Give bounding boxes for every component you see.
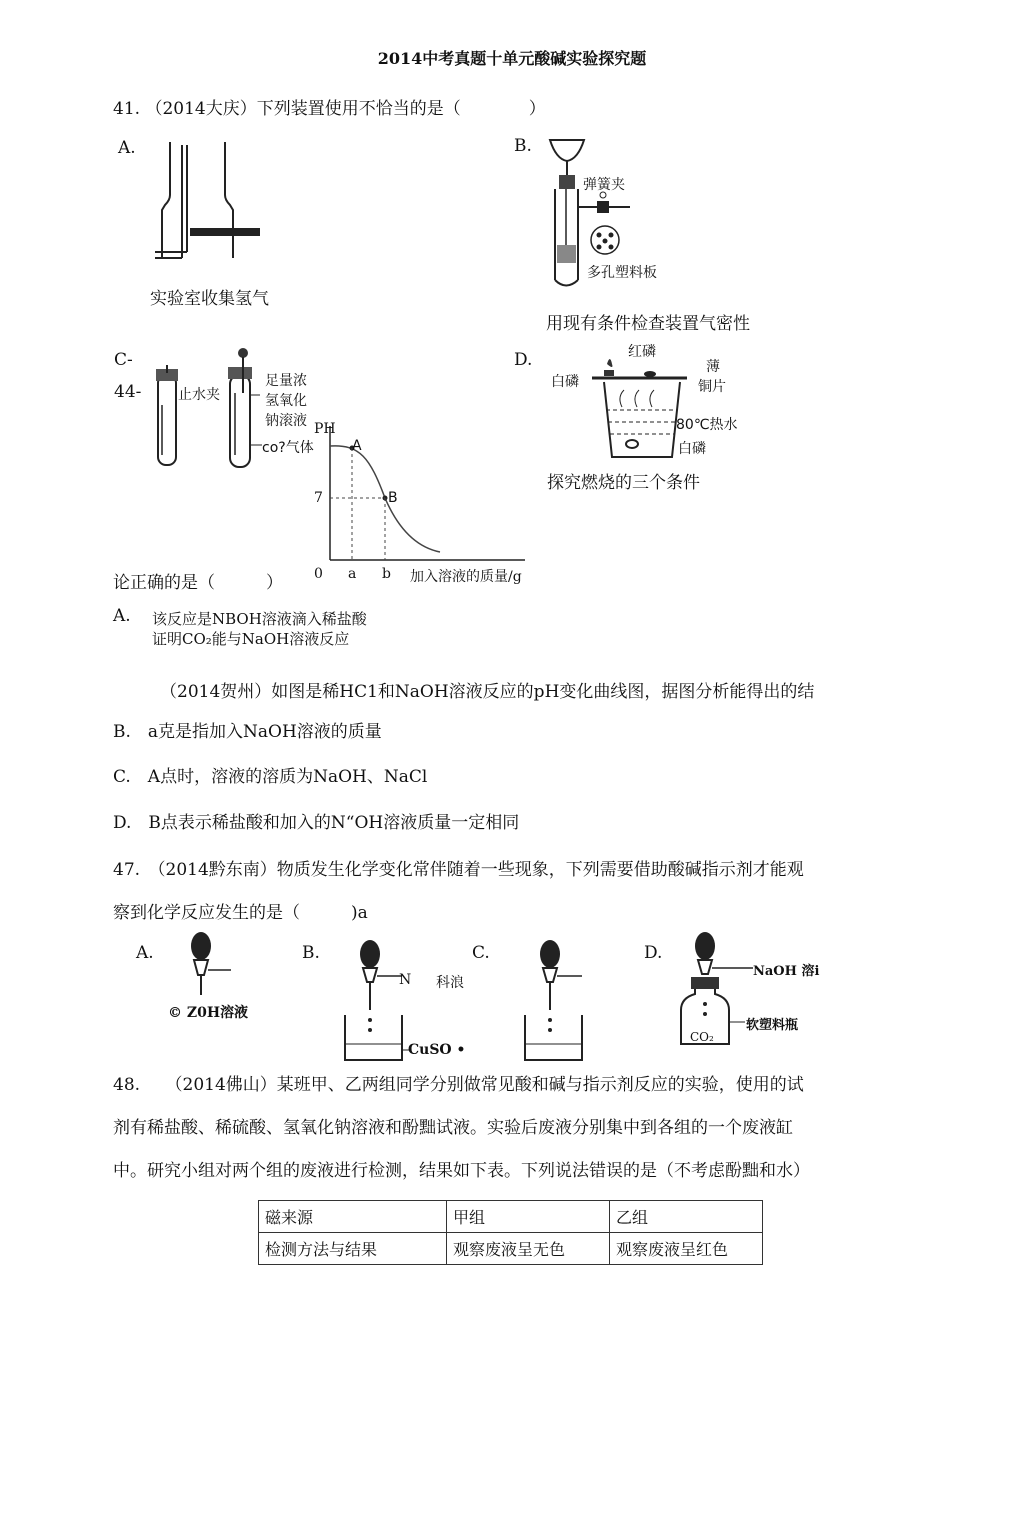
q44-stem-tail: 论正确的是（ ） [113,573,283,593]
document-title: 2014中考真题十单元酸碱实验探究题 [377,49,647,68]
table-cell: 甲组 [447,1201,610,1233]
white-phosphorus-label-bottom: 白磷 [678,441,706,457]
table-cell: 观察废液呈无色 [447,1233,610,1265]
graph-x-tick-b: b [382,566,391,582]
table-row [259,1233,763,1265]
q41-option-a-caption: 实验室收集氢气 [150,289,269,309]
q44-stem: （2014贺州）如图是稀HC1和NaOH溶液反应的pH变化曲线图，据图分析能得出的结 [160,682,815,702]
q44-option-a-text-2: 证明CO₂能与NaOH溶液反应 [152,630,350,648]
q41-option-b-letter: B. [514,136,532,156]
table-cell: 磁来源 [259,1201,447,1233]
naoh-label-line1: 足量浓 [265,373,307,389]
dropper-a-diagram [186,930,236,1000]
q41-option-c-letter: C- [114,350,133,370]
q41-option-a-letter: A. [118,138,136,158]
q47-option-a-label: © Z0H溶液 [168,1005,249,1021]
q47-option-a-letter: A. [136,943,154,963]
cuso4-label: CuSO • [408,1042,466,1058]
table-cell: 乙组 [610,1201,763,1233]
graph-y-tick-7: 7 [314,490,323,506]
q47-option-b-label: N [399,972,412,988]
naoh-label-line3: 钠滚液 [265,413,307,429]
q48-results-table [258,1200,763,1265]
table-row [259,1201,763,1233]
q47-option-d-co2-label: CO₂ [690,1030,714,1044]
q41-option-d-caption: 探究燃烧的三个条件 [547,473,700,493]
porous-plate-label: 多孔塑料板 [587,265,657,281]
red-phosphorus-label: 红磷 [628,344,656,360]
hot-water-label: 80℃热水 [676,417,738,433]
white-phosphorus-label-top: 白磷 [551,374,579,390]
dropper-beaker-c-diagram [520,940,590,1065]
q47-stem-line2: 察到化学反应发生的是（ )a [113,903,368,923]
q44-option-b: B. a克是指加入NaOH溶液的质量 [113,722,382,742]
q44-option-c: C. A点时，溶液的溶质为NaOH、NaCl [113,767,428,787]
q48-stem-line3: 中。研究小组对两个组的废液进行检测，结果如下表。下列说法错误的是（不考虑酚黜和水） [113,1161,810,1181]
thin-copper-label-line1: 薄 [706,359,720,375]
graph-point-b-label: B [388,490,398,506]
spring-clamp-label: 弹簧夹 [583,177,625,193]
question-44-number: 44- [114,382,142,402]
graph-origin-label: 0 [314,566,323,582]
q47-middle-label: 科浪 [436,975,464,991]
graph-point-a-label: A [352,438,362,454]
soft-plastic-bottle-diagram [675,932,755,1052]
graph-y-axis-label: PH [314,421,336,437]
q44-option-d: D. B点表示稀盐酸和加入的N“OH溶液质量一定相同 [113,813,520,833]
graph-x-tick-a: a [348,566,357,582]
q47-option-d-naoh-label: NaOH 溶i [753,964,820,979]
q44-option-a-letter: A. [113,606,131,626]
thin-copper-label-line2: 铜片 [698,379,726,395]
graph-x-axis-label: 加入溶液的质量/g [410,569,522,585]
table-cell: 检测方法与结果 [259,1233,447,1265]
q47-option-c-letter: C. [472,943,490,963]
test-tubes-co2-naoh-diagram [150,345,270,475]
q41-option-b-caption: 用现有条件检查装置气密性 [546,314,750,334]
q47-stem-line1: 47. （2014黔东南）物质发生化学变化常伴随着一些现象，下列需要借助酸碱指示剂才能观 [113,860,804,880]
q47-option-b-letter: B. [302,943,320,963]
co2-gas-label: co?气体 [262,440,314,456]
naoh-label-line2: 氢氧化 [265,393,307,409]
q48-stem-line2: 剂有稀盐酸、稀硫酸、氢氧化钠溶液和酚黜试液。实验后废液分别集中到各组的一个废液缸 [113,1118,793,1138]
water-clip-label: 止水夹 [178,387,220,403]
q47-option-d-letter: D. [644,943,663,963]
q44-option-a-text: 该反应是NBOH溶液滴入稀盐酸 [152,610,367,628]
q41-option-d-letter: D. [514,350,533,370]
q47-option-d-bottle-label: 软塑料瓶 [746,1018,799,1033]
table-cell: 观察废液呈红色 [610,1233,763,1265]
gas-collection-bottle-diagram [150,140,270,260]
q48-stem-line1: 48. （2014佛山）某班甲、乙两组同学分别做常见酸和碱与指示剂反应的实验，使用的试 [113,1075,804,1095]
q41-stem: 41. （2014大庆）下列装置使用不恰当的是（ ） [113,99,546,119]
ph-curve-graph [300,418,530,588]
